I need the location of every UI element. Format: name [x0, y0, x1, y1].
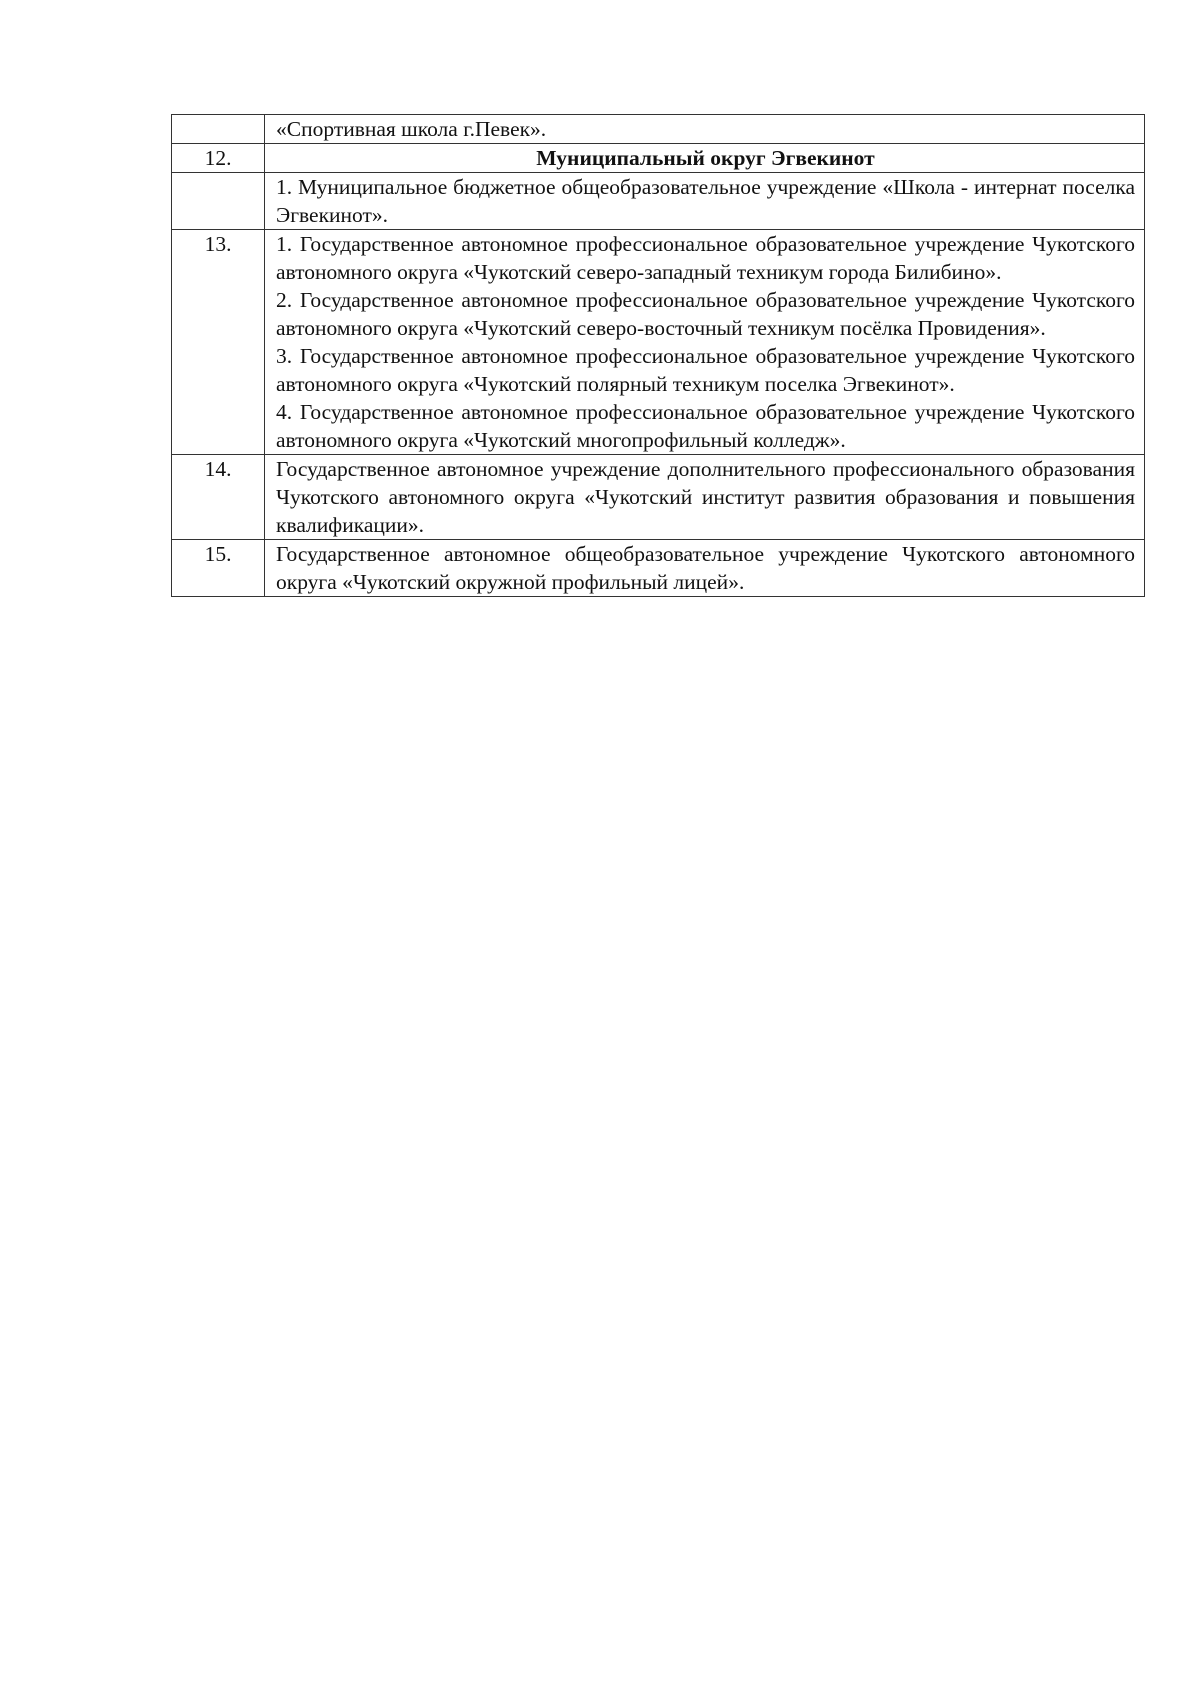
row-number — [172, 173, 265, 230]
row-number: 13. — [172, 230, 265, 455]
row-content — [265, 173, 1145, 230]
table-row — [172, 230, 1145, 455]
institution-item: 2. Государственное автономное профессиональное образовательное учреждение Чукотского автономного округа «Чукотский северо-восточный техникум посёлка Провидения». — [276, 288, 1135, 340]
institution-item: 1. Муниципальное бюджетное общеобразовательное учреждение «Школа - интернат поселка Эгвекинот». — [276, 175, 1135, 227]
row-content — [265, 455, 1145, 540]
institutions-table — [171, 114, 1145, 597]
table-row — [172, 115, 1145, 144]
district-heading: Муниципальный округ Эгвекинот — [265, 144, 1145, 173]
institution-item: 1. Государственное автономное профессиональное образовательное учреждение Чукотского автономного округа «Чукотский северо-западный техникум города Билибино». — [276, 232, 1135, 284]
table-row — [172, 173, 1145, 230]
institution-item: «Спортивная школа г.Певек». — [276, 117, 547, 141]
institution-item: Государственное автономное общеобразовательное учреждение Чукотского автономного округа «Чукотский окружной профильный лицей». — [276, 542, 1135, 594]
table-row — [172, 144, 1145, 173]
row-content — [265, 540, 1145, 597]
row-number — [172, 115, 265, 144]
table-row — [172, 455, 1145, 540]
table-row — [172, 540, 1145, 597]
row-number: 15. — [172, 540, 265, 597]
row-content — [265, 115, 1145, 144]
institution-item: 4. Государственное автономное профессиональное образовательное учреждение Чукотского автономного округа «Чукотский многопрофильный колледж». — [276, 400, 1135, 452]
row-number: 14. — [172, 455, 265, 540]
row-number: 12. — [172, 144, 265, 173]
row-content — [265, 230, 1145, 455]
institution-item: 3. Государственное автономное профессиональное образовательное учреждение Чукотского автономного округа «Чукотский полярный техникум поселка Эгвекинот». — [276, 344, 1135, 396]
institution-item: Государственное автономное учреждение дополнительного профессионального образования Чукотского автономного округа «Чукотский институт развития образования и повышения квалификации». — [276, 457, 1135, 537]
